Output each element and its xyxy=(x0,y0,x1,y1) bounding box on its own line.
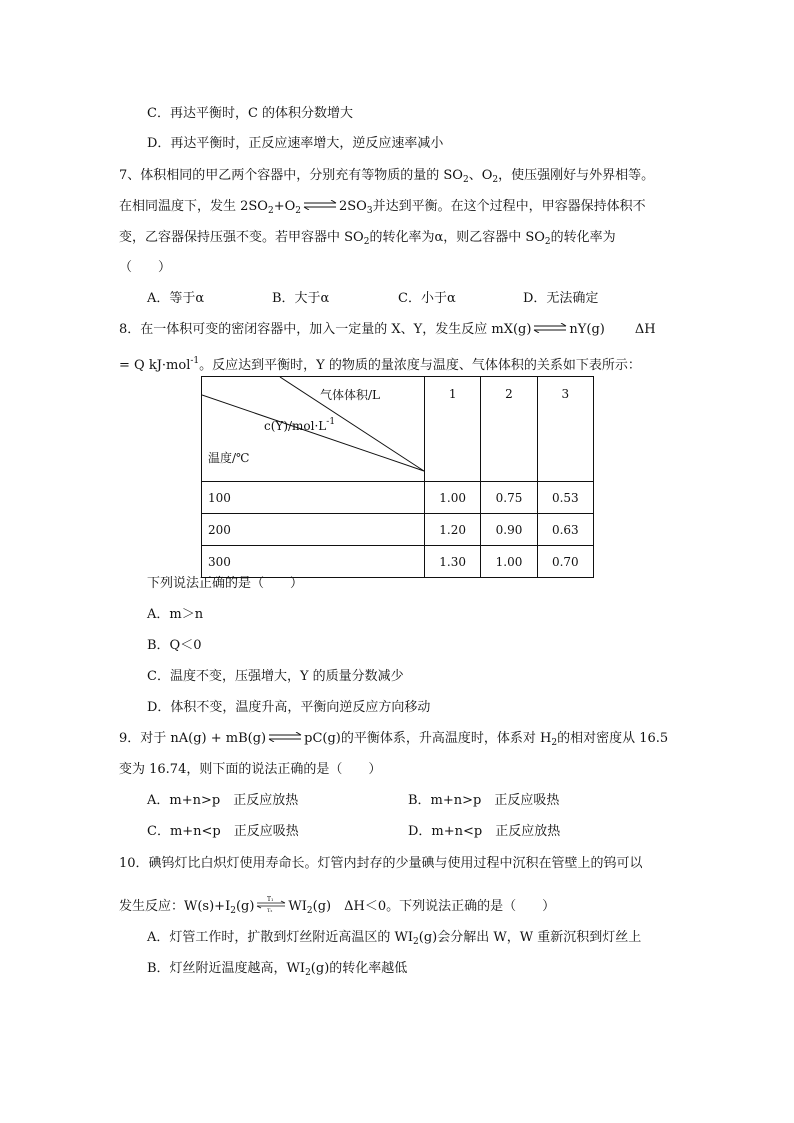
q10-option-a: A．灯管工作时，扩散到灯丝附近高温区的 $WI_2(g)$会分解出 W，W 重新沉积到灯丝上 xyxy=(147,930,642,947)
table-cell: 1.00 xyxy=(481,546,537,578)
table-header-row xyxy=(202,377,594,482)
q7-option-d: D．无法确定 xyxy=(523,291,599,306)
table-cell: 0.70 xyxy=(537,546,593,578)
q7-line-2: 在相同温度下，发生 $2SO_2+O_2$ $2SO_3$并达到平衡。在这个过程中，甲容器保持体积不 xyxy=(119,199,646,216)
q9-line-2: 变为 16.74，则下面的说法正确的是（ ） xyxy=(119,762,382,777)
q8-line-1: 8．在一体积可变的密闭容器中，加入一定量的 X、Y，发生反应 mX(g) nY(g) ΔH xyxy=(119,322,656,337)
q9-option-a: A．m+n>p 正反应放热 xyxy=(147,793,299,808)
table-cell: 1.30 xyxy=(425,546,481,578)
table-cell: 1.00 xyxy=(425,482,481,514)
q7-line-3: 变，乙容器保持压强不变。若甲容器中 $SO_2$的转化率为α，则乙容器中 $SO_2$的转化率为 xyxy=(119,230,616,247)
header-temperature: 温度/℃ xyxy=(208,451,250,465)
t2-label: T₂ xyxy=(267,908,273,913)
equilibrium-arrow-icon xyxy=(533,323,567,333)
q8-option-d: D．体积不变，温度升高，平衡向逆反应方向移动 xyxy=(147,700,431,715)
temperature-equilibrium-arrow-icon xyxy=(256,895,286,913)
table-row xyxy=(202,514,594,546)
q7-option-c: C．小于α xyxy=(398,291,456,306)
q6-option-d: D．再达平衡时，正反应速率增大，逆反应速率减小 xyxy=(147,136,444,151)
q9-option-b: B．m+n>p 正反应吸热 xyxy=(408,793,560,808)
table-cell: 0.90 xyxy=(481,514,537,546)
table-row xyxy=(202,546,594,578)
column-header: 3 xyxy=(537,377,593,482)
t1-label: T₁ xyxy=(267,896,274,903)
table-cell: 0.53 xyxy=(537,482,593,514)
q7-option-b: B．大于α xyxy=(272,291,330,306)
q9-line-1: 9．对于 nA(g) + mB(g) pC(g)的平衡体系，升高温度时，体系对 $H_2$的相对密度从 16.5 xyxy=(119,731,669,748)
row-temperature: 200 xyxy=(202,514,425,546)
column-header: 2 xyxy=(481,377,537,482)
q8-question-prompt: 下列说法正确的是（ ） xyxy=(147,576,304,591)
table-cell: 0.63 xyxy=(537,514,593,546)
q9-option-d: D．m+n<p 正反应放热 xyxy=(408,824,561,839)
q8-line-2: = Q kJ·mol$^{-1}$。反应达到平衡时，Y 的物质的量浓度与温度、气体体积的关系如下表所示： xyxy=(119,356,641,373)
q7-line-1: 7、体积相同的甲乙两个容器中，分别充有等物质的量的 $SO_2$、$O_2$，使压强刚好与外界相等。 xyxy=(119,168,655,185)
equilibrium-arrow-icon xyxy=(268,732,302,742)
row-temperature: 300 xyxy=(202,546,425,578)
q6-option-c: C．再达平衡时，C 的体积分数增大 xyxy=(147,106,354,121)
table-cell: 0.75 xyxy=(481,482,537,514)
header-concentration: $c(Y)/mol\cdot L^{-1}$ xyxy=(264,417,336,433)
q8-option-c: C．温度不变，压强增大，Y 的质量分数减少 xyxy=(147,669,404,684)
q10-line-1: 10．碘钨灯比白炽灯使用寿命长。灯管内封存的少量碘与使用过程中沉积在管壁上的钨可以 xyxy=(119,856,643,871)
q7-option-a: A．等于α xyxy=(147,291,205,306)
q10-option-b: B．灯丝附近温度越高，$WI_2(g)$的转化率越低 xyxy=(147,961,408,978)
q9-option-c: C．m+n<p 正反应吸热 xyxy=(147,824,299,839)
table-row xyxy=(202,482,594,514)
q8-option-a: A．m＞n xyxy=(147,607,204,622)
q7-answer-blank: （ ） xyxy=(119,260,172,275)
header-gas-volume: 气体体积/L xyxy=(320,388,381,402)
data-table xyxy=(201,376,594,578)
table-cell: 1.20 xyxy=(425,514,481,546)
column-header: 1 xyxy=(425,377,481,482)
equilibrium-arrow-icon xyxy=(303,200,337,210)
q10-line-2: 发生反应：$W(s)+I_2(g)$ T₁ T₂ $WI_2(g)$ ΔH＜0。下列说法正确的是（ ） xyxy=(119,896,556,916)
q8-option-b: B．Q＜0 xyxy=(147,638,202,653)
table-corner-cell xyxy=(202,377,425,482)
row-temperature: 100 xyxy=(202,482,425,514)
